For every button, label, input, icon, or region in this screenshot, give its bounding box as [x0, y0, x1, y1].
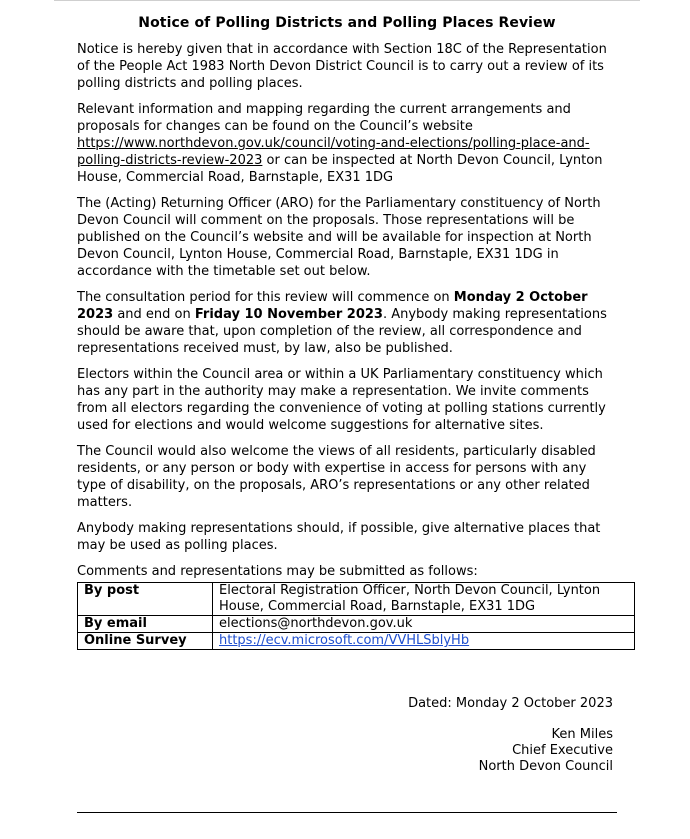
consultation-text-end: . Anybody making representations should be aware that, upon completion of the review, all correspondence and representations received must, by law, also be published. — [77, 307, 607, 356]
website-link[interactable]: https://www.northdevon.gov.uk/council/voting-and-elections/polling-place-and-polling-districts-review-2023 — [77, 136, 590, 168]
dated-line: Dated: Monday 2 October 2023 — [408, 696, 613, 711]
end-date: Friday 10 November 2023 — [194, 307, 383, 322]
notice-document — [77, 14, 617, 650]
signatory-role: Chief Executive — [512, 743, 613, 758]
notice-title: Notice of Polling Districts and Polling Places Review — [138, 15, 556, 31]
consultation-text-mid: and end on — [113, 307, 195, 322]
paragraph-aro: The (Acting) Returning Officer (ARO) for the Parliamentary constituency of North Devon Council will comment on the proposals. Those representations will be published on the Council’s website and will be available for inspection at North Devon Council, Lynton House, Commercial Road, Barnstaple, EX31 1DG in accordance with the timetable set out below. — [77, 196, 601, 279]
paragraph-intro: Notice is hereby given that in accordance with Section 18C of the Representation of the People Act 1983 North Devon District Council is to carry out a review of its polling districts and polling places. — [77, 42, 607, 91]
paragraph-information-address: or can be inspected at North Devon Council, Lynton House, Commercial Road, Barnstaple, EX31 1DG — [77, 153, 603, 185]
bottom-divider — [77, 812, 617, 813]
signatory-organisation: North Devon Council — [478, 759, 613, 774]
post-address: Electoral Registration Officer, North Devon Council, Lynton House, Commercial Road, Barnstaple, EX31 1DG — [213, 583, 635, 616]
consultation-text-start: The consultation period for this review will commence on — [77, 290, 454, 305]
survey-link[interactable]: https://ecv.microsoft.com/VVHLSblyHb — [219, 633, 470, 648]
paragraph-residents: The Council would also welcome the views of all residents, particularly disabled residents, or any person or body with expertise in access for persons with any type of disability, on the proposals, ARO’s representations or any other related matters. — [77, 444, 596, 510]
survey-label: Online Survey — [78, 633, 213, 650]
email-label: By email — [78, 616, 213, 633]
start-date: Monday 2 October 2023 — [77, 290, 588, 322]
email-address: elections@northdevon.gov.uk — [213, 616, 635, 633]
signatory-name: Ken Miles — [551, 727, 613, 742]
paragraph-consultation — [77, 289, 617, 357]
post-label: By post — [78, 583, 213, 616]
survey-cell — [213, 633, 635, 650]
paragraph-information-text: Relevant information and mapping regarding the current arrangements and proposals for changes can be found on the Council’s website — [77, 102, 571, 134]
paragraph-alternatives: Anybody making representations should, if possible, give alternative places that may be used as polling places. — [77, 521, 601, 553]
contact-methods-table — [77, 582, 635, 650]
paragraph-submission: Comments and representations may be submitted as follows: — [77, 564, 478, 579]
signature-block — [479, 727, 613, 775]
paragraph-electors: Electors within the Council area or within a UK Parliamentary constituency which has any part in the authority may make a representation. We invite comments from all electors regarding the convenience of voting at polling stations currently used for elections and would welcome suggestions for alternative sites. — [77, 367, 606, 433]
paragraph-information — [77, 101, 617, 186]
top-divider — [54, 0, 640, 1]
table-row — [78, 633, 635, 650]
table-row — [78, 616, 635, 633]
table-row — [78, 583, 635, 616]
